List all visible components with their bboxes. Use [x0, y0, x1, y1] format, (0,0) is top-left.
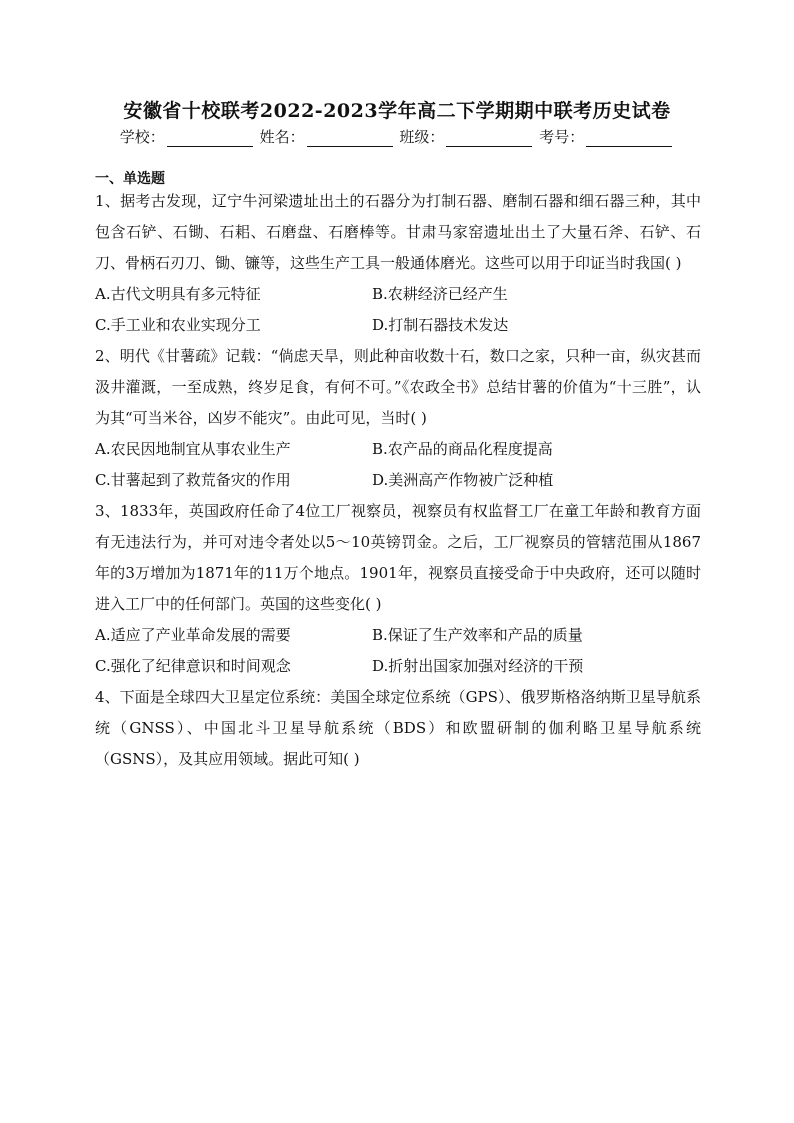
question-list	[95, 186, 701, 775]
school-label: 学校：	[119, 128, 165, 146]
question-stem: 3、1833年，英国政府任命了4位工厂视察员，视察员有权监督工厂在童工年龄和教育方面有无违法行为，并可对违令者处以5～10英镑罚金。之后，工厂视察员的管辖范围从1867年的3万增加为1871年的11万个地点。1901年，视察员直接受命于中央政府，还可以随时进入工厂中的任何部门。英国的这些变化( )	[95, 502, 701, 613]
name-blank[interactable]	[307, 130, 393, 147]
option-d[interactable]: D.美洲高产作物被广泛种植	[372, 471, 554, 489]
question-stem: 4、下面是全球四大卫星定位系统：美国全球定位系统（GPS）、俄罗斯格洛纳斯卫星导航系统（GNSS）、中国北斗卫星导航系统（BDS）和欧盟研制的伽利略卫星导航系统（GSNS），及其应用领域。据此可知( )	[95, 688, 701, 768]
option-b[interactable]: B.保证了生产效率和产品的质量	[372, 626, 583, 644]
student-info-row	[0, 126, 794, 147]
option-b[interactable]: B.农耕经济已经产生	[372, 285, 508, 303]
option-grid	[95, 434, 701, 496]
option-d[interactable]: D.折射出国家加强对经济的干预	[372, 657, 584, 675]
name-label: 姓名：	[259, 128, 305, 146]
option-a[interactable]: A.农民因地制宜从事农业生产	[95, 440, 291, 458]
exam-title: 安徽省十校联考2022-2023学年高二下学期期中联考历史试卷	[123, 100, 671, 122]
question-4	[95, 682, 701, 775]
school-blank[interactable]	[167, 130, 253, 147]
class-label: 班级：	[399, 128, 445, 146]
question-2	[95, 341, 701, 496]
class-blank[interactable]	[446, 130, 532, 147]
option-a[interactable]: A.古代文明具有多元特征	[95, 285, 261, 303]
option-grid	[95, 279, 701, 341]
section-heading: 一、单选题	[95, 171, 165, 187]
question-stem: 1、据考古发现，辽宁牛河梁遗址出土的石器分为打制石器、磨制石器和细石器三种，其中包含石铲、石锄、石耜、石磨盘、石磨棒等。甘肃马家窑遗址出土了大量石斧、石铲、石刀、骨柄石刃刀、锄、镰等，这些生产工具一般通体磨光。这些可以用于印证当时我国( )	[95, 192, 701, 272]
option-b[interactable]: B.农产品的商品化程度提高	[372, 440, 553, 458]
option-d[interactable]: D.打制石器技术发达	[372, 316, 509, 334]
option-c[interactable]: C.甘薯起到了救荒备灾的作用	[95, 471, 291, 489]
option-grid	[95, 620, 701, 682]
question-3	[95, 496, 701, 682]
question-1	[95, 186, 701, 341]
exam-number-blank[interactable]	[586, 130, 672, 147]
question-stem: 2、明代《甘薯疏》记载：“倘虑天旱，则此种亩收数十石，数口之家，只种一亩，纵灾甚而汲井灌溉，一至成熟，终岁足食，有何不可。”《农政全书》总结甘薯的价值为“十三胜”，认为其“可当米谷，凶岁不能灾”。由此可见，当时( )	[95, 347, 701, 427]
option-a[interactable]: A.适应了产业革命发展的需要	[95, 626, 291, 644]
exam-number-label: 考号：	[539, 128, 585, 146]
option-c[interactable]: C.手工业和农业实现分工	[95, 316, 261, 334]
option-c[interactable]: C.强化了纪律意识和时间观念	[95, 657, 291, 675]
